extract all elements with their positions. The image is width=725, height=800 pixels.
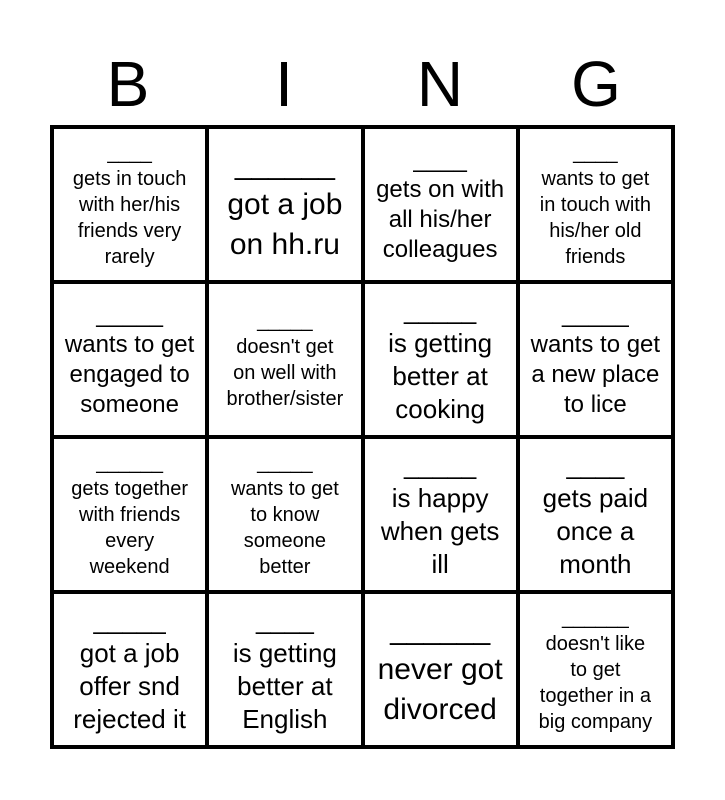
bingo-cell[interactable]	[365, 439, 520, 594]
header-letter-i: I	[275, 48, 293, 120]
cell-text: _____ wants to get engaged to someone	[64, 300, 195, 418]
bingo-cell[interactable]	[520, 284, 675, 439]
bingo-cell[interactable]	[365, 284, 520, 439]
bingo-board	[50, 125, 675, 749]
header-letter-n: N	[416, 48, 464, 120]
cell-text: _____ got a job offer snd rejected it	[73, 604, 186, 734]
cell-text: _____ wants to get a new place to lice	[530, 300, 661, 418]
cell-text: ______ never got divorced	[377, 612, 503, 726]
bingo-cell[interactable]	[520, 129, 675, 284]
bingo-cell[interactable]	[54, 284, 209, 439]
cell-text: ____ gets in touch with her/his friends very rarely	[72, 141, 187, 268]
bingo-cell[interactable]	[365, 594, 520, 749]
cell-text: ____ gets paid once a month	[542, 449, 649, 579]
bingo-header	[50, 48, 674, 120]
cell-text: _____ is getting better at cooking	[388, 294, 493, 424]
bingo-cell[interactable]	[54, 129, 209, 284]
cell-text: ______ got a job on hh.ru	[227, 147, 343, 261]
cell-text: ______ gets together with friends every weekend	[71, 451, 188, 578]
cell-text: _____ wants to get to know someone better	[230, 451, 339, 578]
bingo-cell[interactable]	[54, 439, 209, 594]
header-letter-g: G	[571, 48, 621, 120]
cell-text: ____ wants to get in touch with his/her old friends	[539, 141, 651, 268]
cell-text: ____ gets on with all his/her colleagues	[376, 145, 505, 263]
cell-text: ______ doesn't like to get together in a big company	[538, 606, 653, 733]
bingo-cell[interactable]	[209, 594, 364, 749]
bingo-cell[interactable]	[520, 594, 675, 749]
bingo-cell[interactable]	[54, 594, 209, 749]
cell-text: ____ is getting better at English	[232, 604, 337, 734]
bingo-cell[interactable]	[365, 129, 520, 284]
bingo-cell[interactable]	[209, 284, 364, 439]
header-letter-b: B	[106, 48, 150, 120]
cell-text: _____ doesn't get on well with brother/sister	[226, 309, 344, 410]
cell-text: _____ is happy when gets ill	[380, 449, 500, 579]
bingo-cell[interactable]	[209, 439, 364, 594]
bingo-cell[interactable]	[520, 439, 675, 594]
bingo-cell[interactable]	[209, 129, 364, 284]
